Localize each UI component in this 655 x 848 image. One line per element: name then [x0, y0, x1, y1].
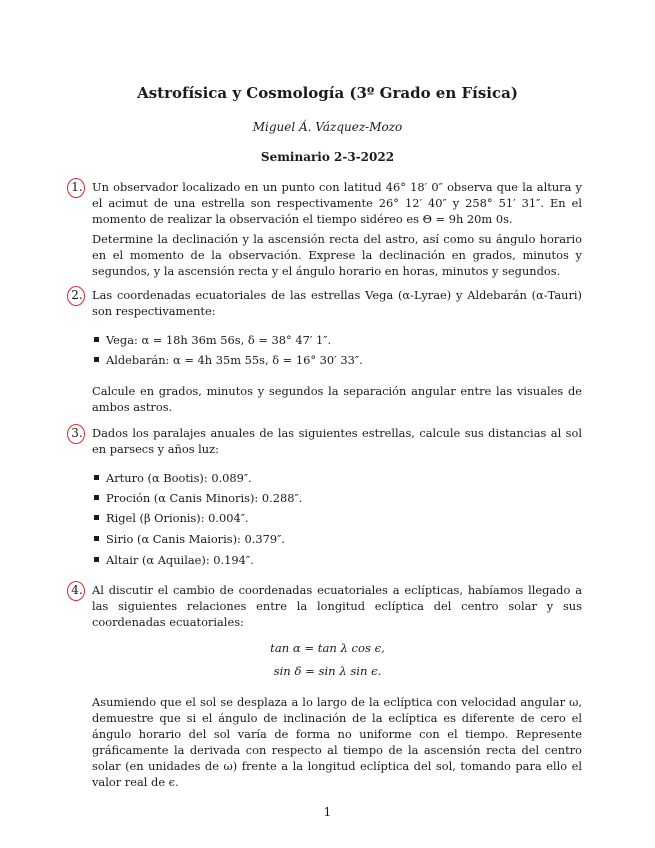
- bullet-icon: [94, 495, 99, 500]
- problem-4-question: Asumiendo que el sol se desplaza a lo largo de la eclíptica con velocidad angular ω, demuestre que si el ángulo de inclinación de la eclíptica es diferente de cero el ángulo horario del sol varía de forma no uniforme con el tiempo. Represente gráficamente la derivada con respecto al tiempo de la ascensión recta del centro solar (en unidades de ω) frente a la longitud eclíptica del sol, tomando para ello el valor real de ϵ.: [92, 695, 582, 789]
- list-item: [106, 490, 576, 506]
- equation: tan α = tan λ cos ϵ,: [270, 641, 385, 655]
- list-item: [106, 531, 576, 547]
- list-item: [106, 470, 576, 486]
- list-item: [106, 552, 576, 568]
- page-number: 1: [323, 805, 332, 819]
- problem-1-statement: Un observador localizado en un punto con latitud 46° 18′ 0″ observa que la altura y el acimut de una estrella son respectivamente 26° 12′ 40″ y 258° 51′ 31″. En el momento de realizar la observación el tiempo sidéreo es Θ = 9h 20m 0s.: [92, 180, 582, 226]
- bullet-icon: [94, 475, 99, 480]
- problem-1-question: Determine la declinación y la ascensión recta del astro, así como su ángulo horario en el momento de la observación. Exprese la declinación en grados, minutos y segundos, y la ascensión recta y el ángulo horario en horas, minutos y segundos.: [92, 232, 582, 278]
- bullet-icon: [94, 357, 99, 362]
- problem-4-intro: Al discutir el cambio de coordenadas ecuatoriales a eclípticas, habíamos llegado a las siguientes relaciones entre la longitud eclíptica del centro solar y sus coordenadas ecuatoriales:: [92, 583, 582, 629]
- problem-number: 3.: [71, 426, 83, 440]
- document-title: Astrofísica y Cosmología (3º Grado en Física): [137, 84, 518, 102]
- seminar-heading: Seminario 2-3-2022: [260, 150, 395, 164]
- list-item: [106, 332, 576, 348]
- problem-number: 1.: [71, 180, 83, 194]
- list-item-text: Altair (α Aquilae): 0.194″.: [106, 553, 254, 567]
- bullet-icon: [94, 515, 99, 520]
- list-item: [106, 510, 576, 526]
- equation: sin δ = sin λ sin ϵ.: [273, 664, 382, 678]
- problem-3-intro: Dados los paralajes anuales de las siguientes estrellas, calcule sus distancias al sol en parsecs y años luz:: [92, 426, 582, 456]
- list-item-text: Rigel (β Orionis): 0.004″.: [106, 511, 249, 525]
- bullet-icon: [94, 337, 99, 342]
- list-item: [106, 352, 576, 368]
- list-item-text: Vega: α = 18h 36m 56s, δ = 38° 47′ 1″.: [106, 333, 332, 347]
- bullet-icon: [94, 536, 99, 541]
- bullet-icon: [94, 557, 99, 562]
- problem-number: 4.: [71, 583, 83, 597]
- list-item-text: Arturo (α Bootis): 0.089″.: [106, 471, 252, 485]
- problem-number: 2.: [71, 288, 83, 302]
- list-item-text: Sirio (α Canis Maioris): 0.379″.: [106, 532, 285, 546]
- problem-2-intro: Las coordenadas ecuatoriales de las estrellas Vega (α-Lyrae) y Aldebarán (α-Tauri) son respectivamente:: [92, 288, 582, 318]
- author-name: Miguel Á. Vázquez-Mozo: [252, 120, 403, 134]
- list-item-text: Proción (α Canis Minoris): 0.288″.: [106, 491, 303, 505]
- list-item-text: Aldebarán: α = 4h 35m 55s, δ = 16° 30′ 33″.: [106, 353, 363, 367]
- problem-2-question: Calcule en grados, minutos y segundos la separación angular entre las visuales de ambos astros.: [92, 384, 582, 414]
